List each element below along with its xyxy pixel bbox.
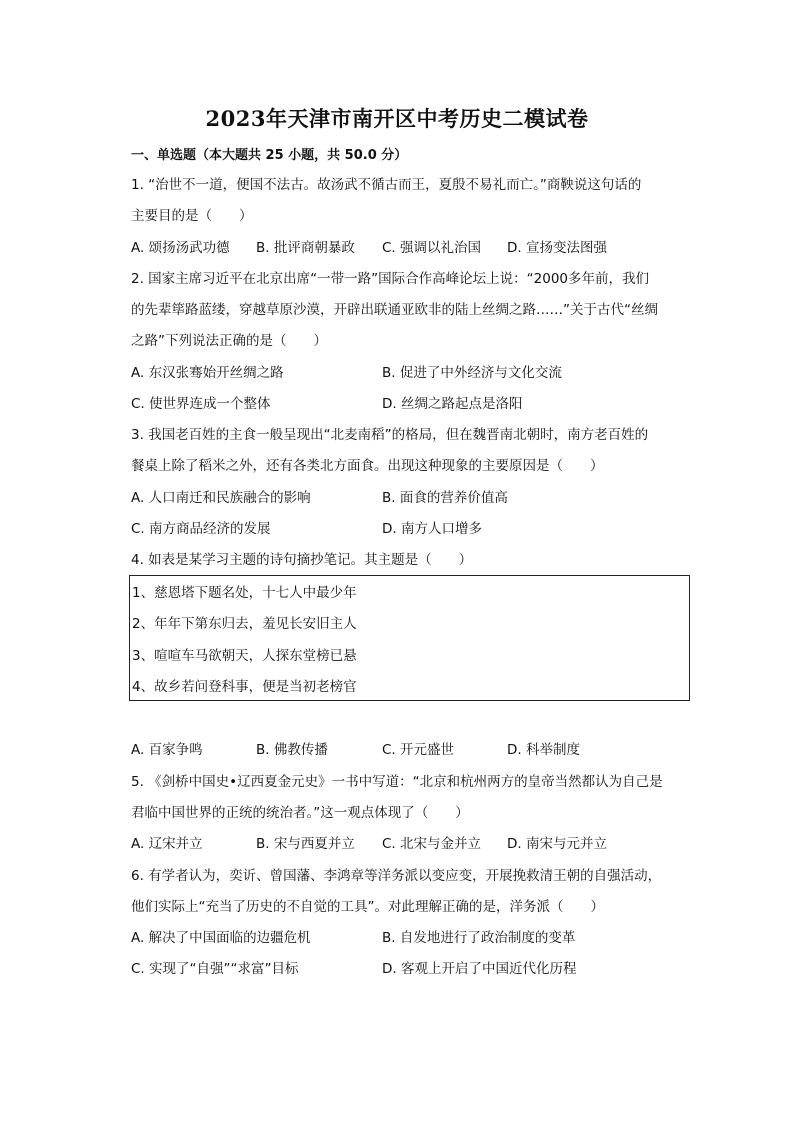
question-2-option-b: B. 促进了中外经济与文化交流 <box>382 365 562 381</box>
question-5-option-a: A. 辽宋并立 <box>131 836 203 852</box>
poem-line-1: 1、慈恩塔下题名处，十七人中最少年 <box>132 585 357 601</box>
question-2-option-d: D. 丝绸之路起点是洛阳 <box>382 396 523 412</box>
question-1-option-d: D. 宣扬变法图强 <box>507 240 607 256</box>
question-3-option-a: A. 人口南迁和民族融合的影响 <box>131 490 311 506</box>
question-3-line-2: 餐桌上除了稻米之外，还有各类北方面食。出现这种现象的主要原因是（ ） <box>131 458 604 474</box>
question-6-option-b: B. 自发地进行了政治制度的变革 <box>382 930 576 946</box>
question-6-option-d: D. 客观上开启了中国近代化历程 <box>382 961 577 977</box>
question-3-line-1: 3. 我国老百姓的主食一般呈现出“北麦南稻”的格局，但在魏晋南北朝时，南方老百姓的 <box>131 427 649 443</box>
question-2-option-c: C. 使世界连成一个整体 <box>131 396 271 412</box>
question-3-option-d: D. 南方人口增多 <box>382 521 482 537</box>
page-title: 2023年天津市南开区中考历史二模试卷 <box>205 106 589 131</box>
question-5-line-1: 5. 《剑桥中国史•辽西夏金元史》一书中写道：“北京和杭州两方的皇帝当然都认为自己是 <box>131 774 663 790</box>
question-1-option-c: C. 强调以礼治国 <box>382 240 482 256</box>
question-6-line-1: 6. 有学者认为，奕䜣、曾国藩、李鸿章等洋务派以变应变，开展挽救清王朝的自强活动， <box>131 868 662 884</box>
question-5-option-b: B. 宋与西夏并立 <box>256 836 355 852</box>
question-1-line-1: 1. “治世不一道，便国不法古。故汤武不循古而王，夏殷不易礼而亡。”商鞅说这句话的 <box>131 177 642 193</box>
question-2-line-3: 之路”下列说法正确的是（ ） <box>131 333 327 349</box>
poem-line-4: 4、故乡若问登科事，便是当初老榜官 <box>132 679 357 695</box>
poem-table <box>129 575 690 701</box>
question-6-option-a: A. 解决了中国面临的边疆危机 <box>131 930 311 946</box>
question-1-line-2: 主要目的是（ ） <box>131 208 253 224</box>
question-4-option-c: C. 开元盛世 <box>382 742 455 758</box>
question-4-option-b: B. 佛教传播 <box>256 742 328 758</box>
question-1-option-b: B. 批评商朝暴政 <box>256 240 355 256</box>
question-4-option-d: D. 科举制度 <box>507 742 580 758</box>
question-3-option-b: B. 面食的营养价值高 <box>382 490 508 506</box>
poem-line-2: 2、年年下第东归去，羞见长安旧主人 <box>132 616 357 632</box>
question-5-option-c: C. 北宋与金并立 <box>382 836 482 852</box>
question-2-option-a: A. 东汉张骞始开丝绸之路 <box>131 365 284 381</box>
question-6-line-2: 他们实际上“充当了历史的不自觉的工具”。对此理解正确的是，洋务派（ ） <box>131 899 604 915</box>
section-heading: 一、单选题（本大题共 25 小题，共 50.0 分） <box>131 148 408 163</box>
question-5-line-2: 君临中国世界的正统的统治者。”这一观点体现了（ ） <box>131 805 469 821</box>
poem-line-3: 3、喧喧车马欲朝天，人探东堂榜已悬 <box>132 648 357 664</box>
question-2-line-1: 2. 国家主席习近平在北京出席“一带一路”国际合作高峰论坛上说：“2000多年前，我们 <box>131 271 650 287</box>
question-4-line-1: 4. 如表是某学习主题的诗句摘抄笔记。其主题是（ ） <box>131 552 473 568</box>
question-5-option-d: D. 南宋与元并立 <box>507 836 607 852</box>
question-3-option-c: C. 南方商品经济的发展 <box>131 521 271 537</box>
question-6-option-c: C. 实现了“自强”“求富”目标 <box>131 961 299 977</box>
question-4-option-a: A. 百家争鸣 <box>131 742 203 758</box>
question-2-line-2: 的先辈筚路蓝缕，穿越草原沙漠，开辟出联通亚欧非的陆上丝绸之路……”关于古代“丝绸 <box>131 302 658 318</box>
question-1-option-a: A. 颂扬汤武功德 <box>131 240 230 256</box>
